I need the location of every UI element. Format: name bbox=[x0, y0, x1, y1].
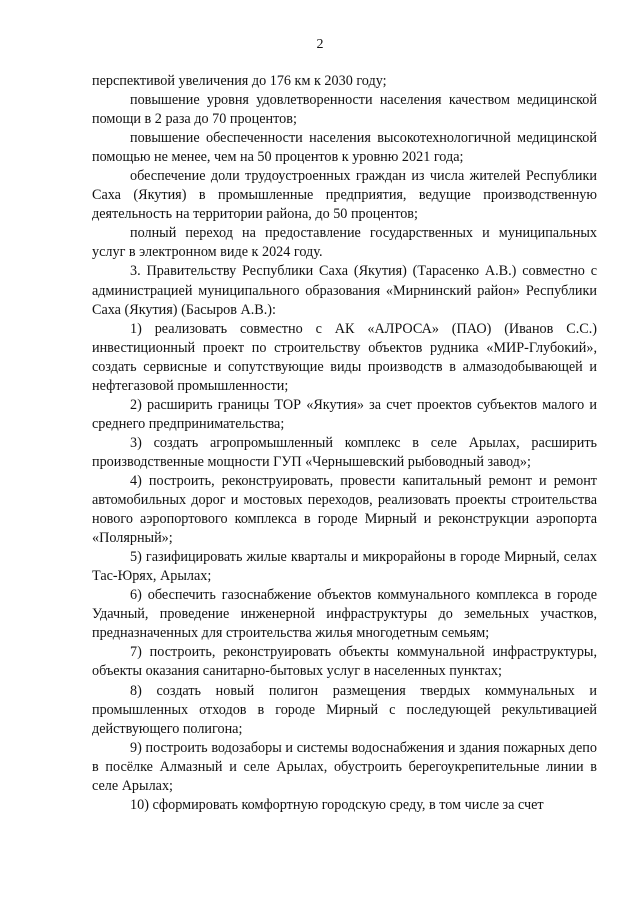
paragraph-section-3: 3. Правительству Республики Саха (Якутия) (Тарасенко А.В.) совместно с администрацией муниципального образования «Мирнинский район» Республики Саха (Якутия) (Басыров А.В.): bbox=[92, 263, 597, 318]
list-item-6: 6) обеспечить газоснабжение объектов коммунального комплекса в городе Удачный, проведение инженерной инфраструктуры до земельных участков, предназначенных для строительства жилья многодетным семьям; bbox=[92, 587, 597, 642]
list-item-5: 5) газифицировать жилые кварталы и микрорайоны в городе Мирный, селах Тас-Юрях, Арылах; bbox=[92, 549, 597, 585]
list-item-1: 1) реализовать совместно с АК «АЛРОСА» (ПАО) (Иванов С.С.) инвестиционный проект по строительству объектов рудника «МИР-Глубокий», создать сервисные и сопутствующие виды производств в алмазодобывающей и нефтегазовой промышленности; bbox=[92, 320, 597, 394]
paragraph-medical-satisfaction: повышение уровня удовлетворенности населения качеством медицинской помощи в 2 раза до 70 процентов; bbox=[92, 92, 597, 128]
list-item-4: 4) построить, реконструировать, провести капитальный ремонт и ремонт автомобильных дорог и мостовых переходов, реализовать проекты строительства нового аэропортового комплекса в городе Мирный и реконструкции аэропорта «Полярный»; bbox=[92, 472, 597, 547]
paragraph-employment-share: обеспечение доли трудоустроенных граждан из числа жителей Республики Саха (Якутия) в промышленные предприятия, ведущие производственную деятельность на территории района, до 50 процентов; bbox=[92, 168, 597, 223]
list-item-3: 3) создать агропромышленный комплекс в селе Арылах, расширить производственные мощности ГУП «Чернышевский рыбоводный завод»; bbox=[92, 434, 597, 470]
list-item-2: 2) расширить границы ТОР «Якутия» за счет проектов субъектов малого и среднего предпринимательства; bbox=[92, 396, 597, 432]
list-item-7: 7) построить, реконструировать объекты коммунальной инфраструктуры, объекты оказания санитарно-бытовых услуг в населенных пунктах; bbox=[92, 644, 597, 680]
document-body bbox=[92, 72, 597, 815]
paragraph-continuation: перспективой увеличения до 176 км к 2030 году; bbox=[92, 73, 387, 89]
paragraph-high-tech-care: повышение обеспеченности населения высокотехнологичной медицинской помощью не менее, чем на 50 процентов к уровню 2021 года; bbox=[92, 130, 597, 166]
list-item-8: 8) создать новый полигон размещения твердых коммунальных и промышленных отходов в городе Мирный с последующей рекультивацией действующего полигона; bbox=[92, 682, 597, 737]
paragraph-electronic-services: полный переход на предоставление государственных и муниципальных услуг в электронном виде к 2024 году. bbox=[92, 225, 597, 261]
list-item-9: 9) построить водозаборы и системы водоснабжения и здания пожарных депо в посёлке Алмазный и селе Арылах, обустроить берегоукрепительные линии в селе Арылах; bbox=[92, 739, 597, 794]
page-number: 2 bbox=[316, 37, 324, 52]
list-item-10: 10) сформировать комфортную городскую среду, в том числе за счет bbox=[130, 796, 544, 813]
